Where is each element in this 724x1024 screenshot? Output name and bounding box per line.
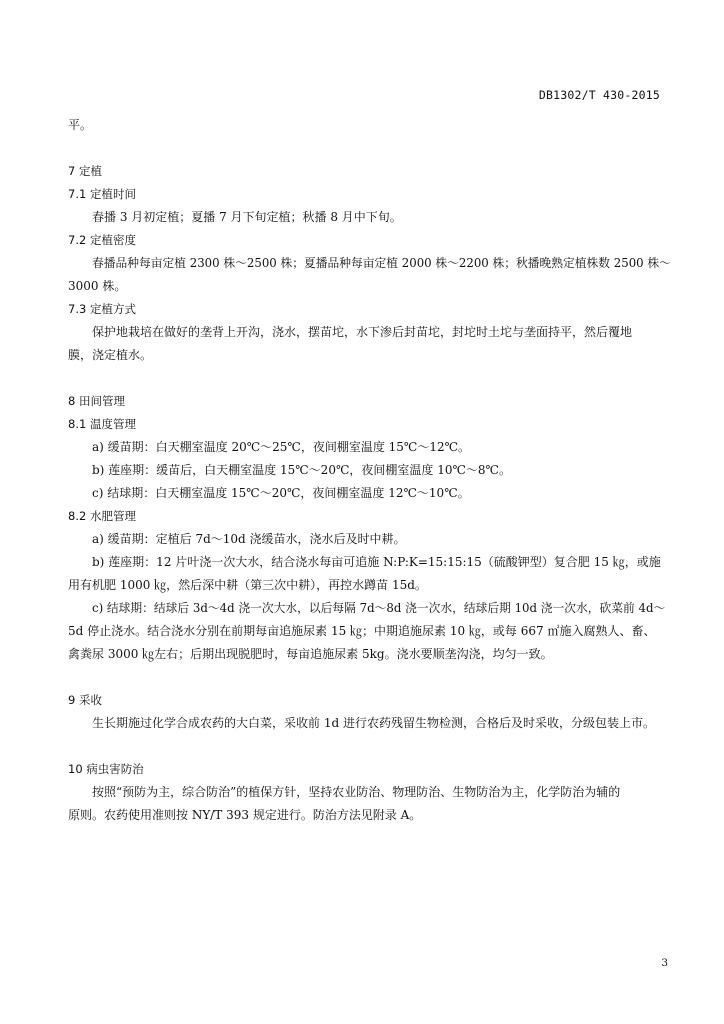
water-item-b-line2: 用有机肥 1000 ㎏，然后深中耕（第三次中耕），再控水蹲苗 15d。 <box>68 578 427 592</box>
document-body <box>68 114 674 827</box>
temperature-item-c: c) 结球期：白天棚室温度 15℃～20℃，夜间棚室温度 12℃～10℃。 <box>92 486 470 500</box>
water-item-b-line1: b) 莲座期：12 片叶浇一次大水，结合浇水每亩可追施 N:P:K=15:15:15（硫酸钾型）复合肥 15 ㎏，或施 <box>92 555 661 569</box>
section-10-text-line1: 按照“预防为主，综合防治”的植保方针，坚持农业防治、物理防治、生物防治为主，化学防治为辅的 <box>92 785 621 799</box>
water-item-c-line3: 禽粪尿 3000 ㎏左右；后期出现脱肥时，每亩追施尿素 5kg。浇水要顺垄沟浇，均匀一致。 <box>68 647 553 661</box>
water-item-c-line1: c) 结球期：结球后 3d～4d 浇一次大水，以后每隔 7d～8d 浇一次水，结球后期 10d 浇一次水，砍菜前 4d～ <box>92 601 666 615</box>
section-7-2-heading: 7.2 定植密度 <box>68 233 136 247</box>
water-item-a: a) 缓苗期：定植后 7d～10d 浇缓苗水，浇水后及时中耕。 <box>92 532 406 546</box>
section-10-heading: 10 病虫害防治 <box>68 762 144 776</box>
temperature-item-a: a) 缓苗期：白天棚室温度 20℃～25℃，夜间棚室温度 15℃～12℃。 <box>92 440 471 454</box>
section-7-1-text: 春播 3 月初定植；夏播 7 月下旬定植；秋播 8 月中下旬。 <box>92 210 402 224</box>
section-7-3-heading: 7.3 定植方式 <box>68 302 136 316</box>
section-7-3-text-line1: 保护地栽培在做好的垄背上开沟，浇水，摆苗坨，水下渗后封苗坨，封坨时土坨与垄面持平，然后覆地 <box>92 325 633 339</box>
section-10-text-line2: 原则。农药使用准则按 NY/T 393 规定进行。防治方法见附录 A。 <box>68 808 422 822</box>
section-7-2-text-line1: 春播品种每亩定植 2300 株～2500 株；夏播品种每亩定植 2000 株～2200 株；秋播晚熟定植株数 2500 株～ <box>92 256 671 270</box>
section-7-3-text-line2: 膜，浇定植水。 <box>68 348 153 362</box>
section-7-heading: 7 定植 <box>68 164 102 178</box>
section-7-1-heading: 7.1 定植时间 <box>68 187 136 201</box>
page-number: 3 <box>661 957 668 969</box>
section-8-1-heading: 8.1 温度管理 <box>68 417 136 431</box>
section-7-2-text-line2: 3000 株。 <box>68 279 127 293</box>
section-8-heading: 8 田间管理 <box>68 394 125 408</box>
section-8-2-heading: 8.2 水肥管理 <box>68 509 136 523</box>
continuation-text: 平。 <box>68 118 93 132</box>
section-9-text: 生长期施过化学合成农药的大白菜，采收前 1d 进行农药残留生物检测，合格后及时采收，分级包装上市。 <box>92 716 655 730</box>
temperature-item-b: b) 莲座期：缓苗后，白天棚室温度 15℃～20℃，夜间棚室温度 10℃～8℃。 <box>92 463 511 477</box>
standard-code: DB1302/T 430-2015 <box>538 88 660 102</box>
section-9-heading: 9 采收 <box>68 693 102 707</box>
water-item-c-line2: 5d 停止浇水。结合浇水分别在前期每亩追施尿素 15 ㎏；中期追施尿素 10 ㎏，或每 667 ㎡施入腐熟人、畜、 <box>68 624 656 638</box>
